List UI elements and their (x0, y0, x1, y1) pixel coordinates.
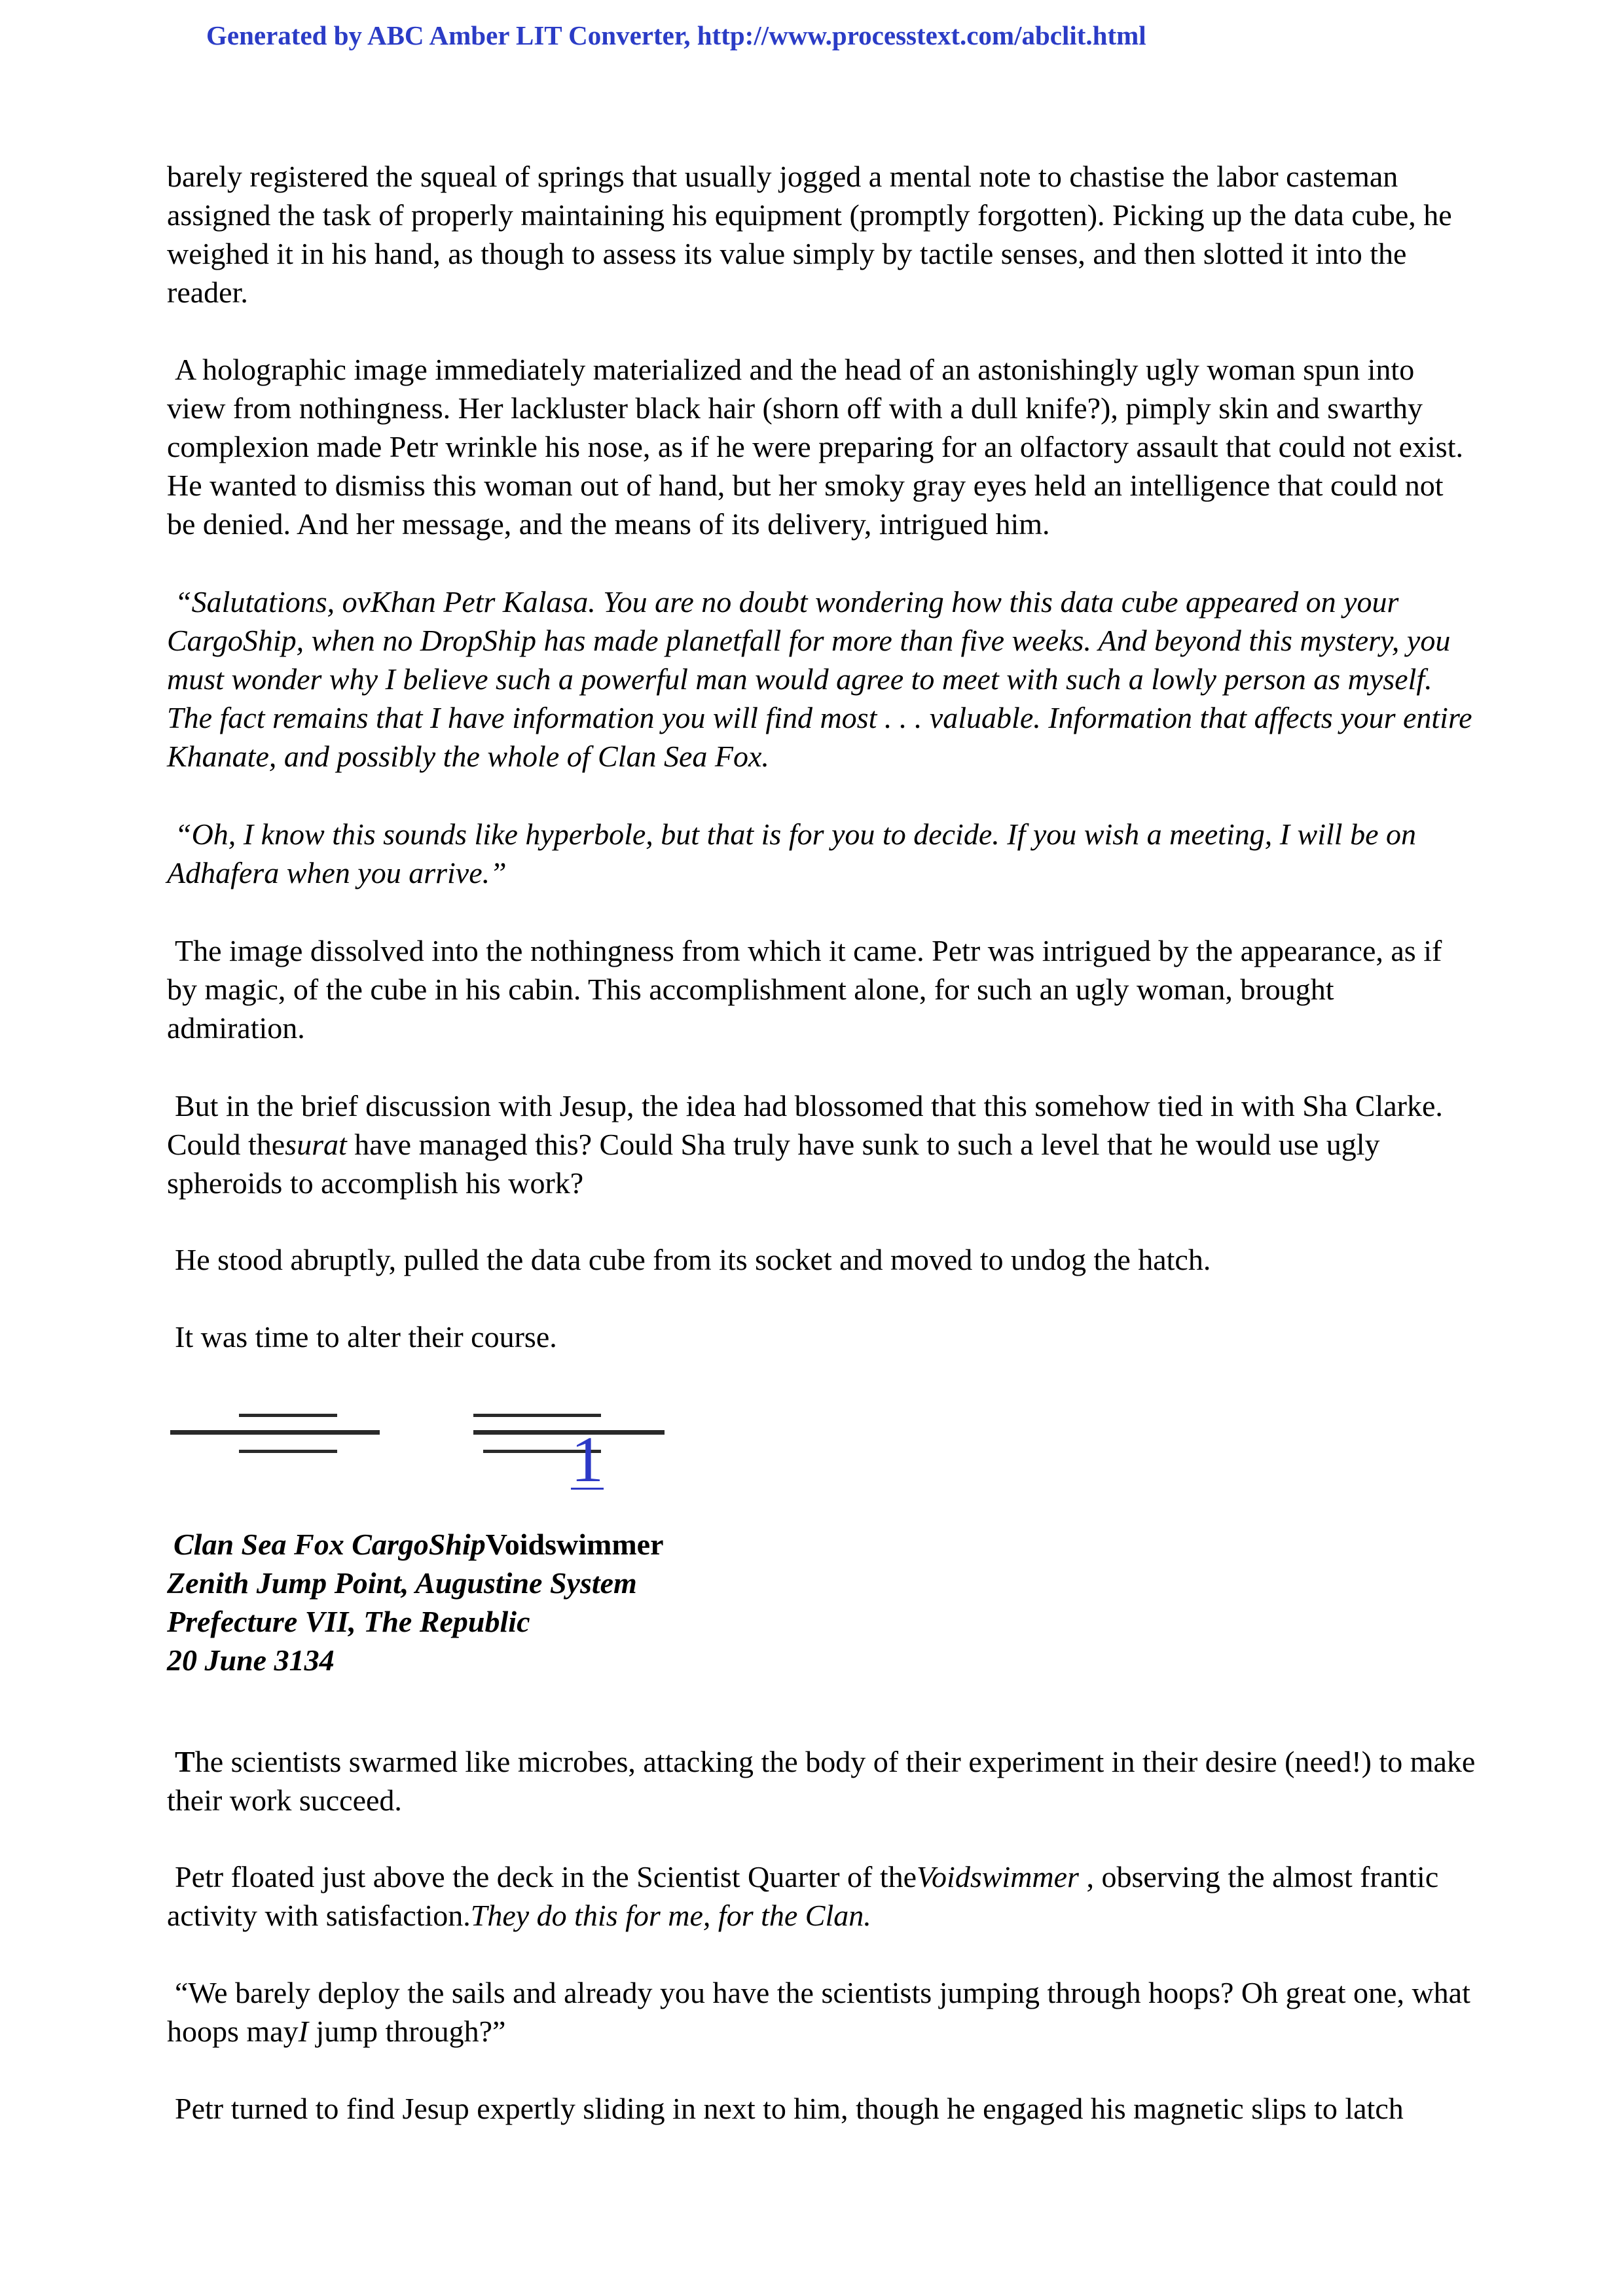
heading-text: Clan Sea Fox CargoShip (173, 1528, 486, 1561)
divider-line (473, 1414, 601, 1417)
paragraph (167, 1742, 1476, 1820)
text-run: But in the brief discussion with Jesup, the idea had blossomed that this somehow tied in with Sha Clarke. Could the (167, 1089, 1443, 1161)
text-run-italic: Voidswimmer (917, 1860, 1079, 1893)
text-run: , observing the almost frantic activity with satisfaction. (167, 1860, 1439, 1932)
chapter-divider (170, 1401, 694, 1496)
text-run: “We barely deploy the sails and already you have the scientists jumping through hoops? Oh great one, what hoops may (167, 1976, 1470, 2048)
chapter-number-link[interactable]: 1 (571, 1423, 604, 1496)
paragraph: It was time to alter their course. (175, 1320, 557, 1354)
converter-header[interactable]: Generated by ABC Amber LIT Converter, http://www.processtext.com/abclit.html (206, 20, 1146, 50)
paragraph: barely registered the squeal of springs that usually jogged a mental note to chastise the labor casteman assigned the task of properly maintaining his equipment (promptly forgotten). Picking up the data cube, he weighed it in his hand, as though to assess its value simply by tactile senses, and then slotted it into the reader. (167, 160, 1452, 309)
heading-line-date: 20 June 3134 (167, 1643, 335, 1677)
text-run: jump through?” (308, 2015, 506, 2048)
quoted-message-paragraph: “Oh, I know this sounds like hyperbole, but that is for you to decide. If you wish a meeting, I will be on Adhafera when you arrive.” (167, 817, 1416, 889)
text-run-italic: surat (285, 1128, 347, 1161)
paragraph (167, 1857, 1476, 1935)
quoted-message-paragraph: “Salutations, ovKhan Petr Kalasa. You are no doubt wondering how this data cube appeared on your CargoShip, when no DropShip has made planetfall for more than five weeks. And beyond this mystery, you must wonder why I believe such a powerful man would agree to meet with such a lowly person as myself. The fact remains that I have information you will find most . . . valuable. Information that affects your entire Khanate, and possibly the whole of Clan Sea Fox. (167, 585, 1472, 773)
paragraph (167, 1973, 1476, 2051)
text-run: Petr floated just above the deck in the Scientist Quarter of the (175, 1860, 917, 1893)
paragraph: The image dissolved into the nothingness from which it came. Petr was intrigued by the appearance, as if by magic, of the cube in his cabin. This accomplishment alone, for such an ugly woman, brought admiration. (167, 934, 1442, 1045)
paragraph: Petr turned to find Jesup expertly sliding in next to him, though he engaged his magnetic slips to latch (175, 2092, 1404, 2125)
heading-line-prefecture: Prefecture VII, The Republic (167, 1605, 530, 1638)
paragraph: He stood abruptly, pulled the data cube from its socket and moved to undog the hatch. (175, 1243, 1211, 1276)
divider-line (239, 1414, 337, 1417)
divider-line (473, 1430, 665, 1435)
heading-line-ship (173, 1525, 664, 1564)
text-run: have managed this? Could Sha truly have sunk to such a level that he would use ugly spheroids to accomplish his work? (167, 1128, 1380, 1200)
divider-line (239, 1450, 337, 1453)
divider-line (170, 1430, 380, 1435)
paragraph (167, 1086, 1476, 1202)
text-run-italic: I (298, 2015, 308, 2048)
heading-ship-name: Voidswimmer (485, 1528, 664, 1561)
drop-letter: T (175, 1745, 195, 1778)
heading-line-location: Zenith Jump Point, Augustine System (167, 1566, 637, 1600)
text-run-italic: They do this for me, for the Clan. (470, 1899, 871, 1932)
text-run: he scientists swarmed like microbes, attacking the body of their experiment in their desire (need!) to make their work succeed. (167, 1745, 1476, 1817)
paragraph: A holographic image immediately materialized and the head of an astonishingly ugly woman spun into view from nothingness. Her lackluster black hair (shorn off with a dull knife?), pimply skin and swarthy complexion made Petr wrinkle his nose, as if he were preparing for an olfactory assault that could not exist. He wanted to dismiss this woman out of hand, but her smoky gray eyes held an intelligence that could not be denied. And her message, and the means of its delivery, intrigued him. (167, 353, 1463, 541)
